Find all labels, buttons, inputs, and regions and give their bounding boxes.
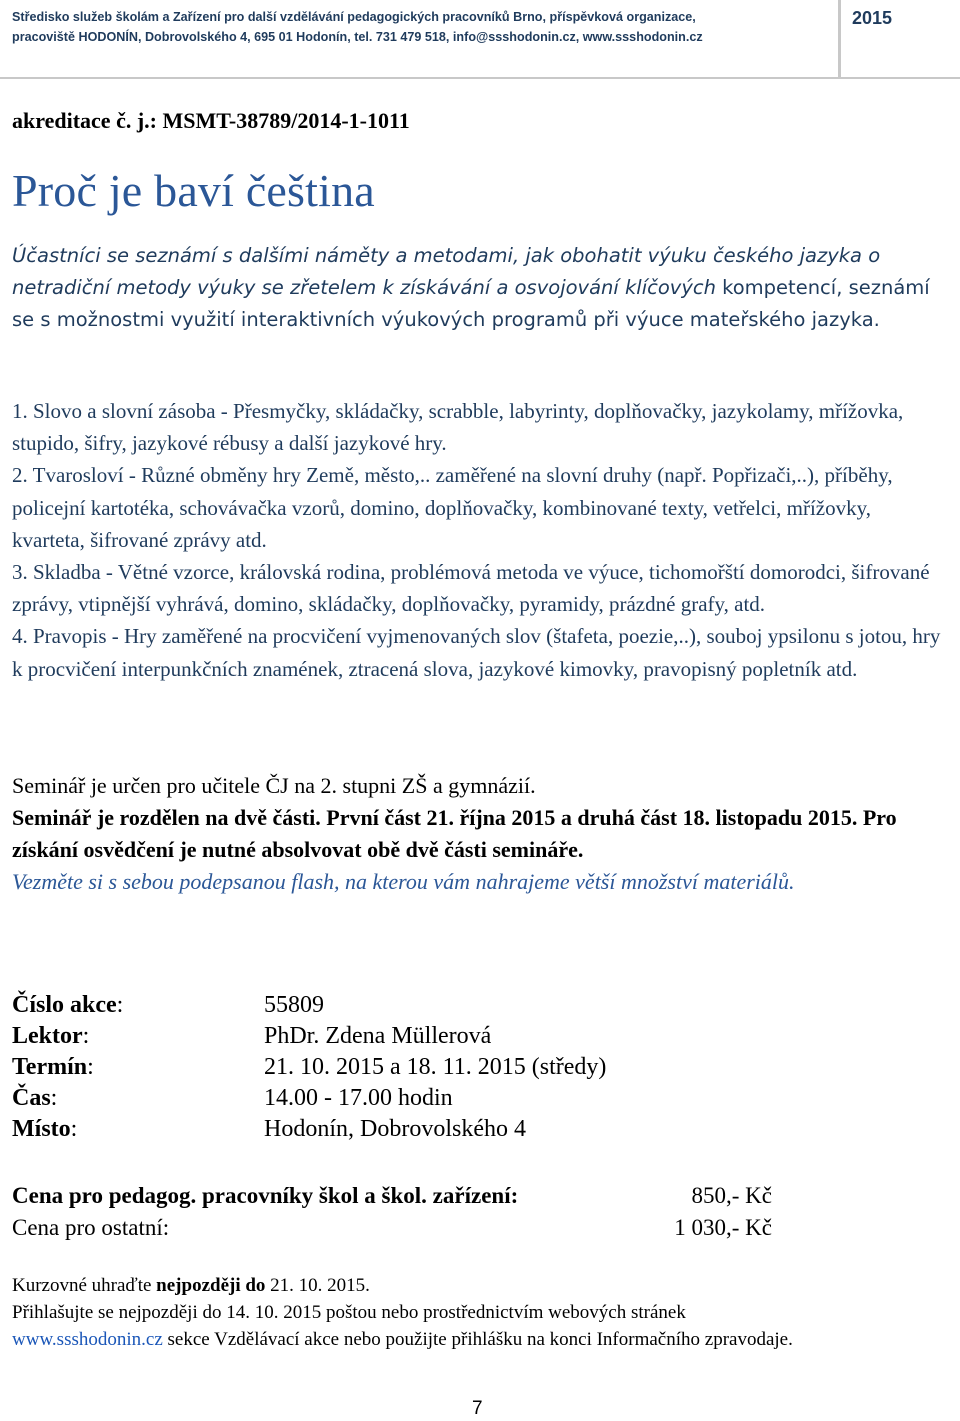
page-number: 7 bbox=[472, 1398, 483, 1419]
detail-value: 55809 bbox=[264, 992, 324, 1018]
seminar-note: Vezměte si s sebou podepsanou flash, na kterou vám nahrajeme větší množství materiálů. bbox=[12, 869, 795, 894]
detail-label: Místo bbox=[12, 1116, 71, 1142]
topic-item: 1. Slovo a slovní zásoba - Přesmyčky, skládačky, scrabble, labyrinty, doplňovačky, jazykolamy, mřížovka, stupido, šifry, jazykové rébusy a další jazykové hry. bbox=[12, 399, 904, 456]
page-header bbox=[0, 0, 960, 78]
organization-info bbox=[12, 7, 822, 47]
registration-method: www.ssshodonin.cz sekce Vzdělávací akce nebo použijte přihlášku na konci Informačního zpravodaje. bbox=[12, 1329, 793, 1350]
topic-item: 3. Skladba - Větné vzorce, královská rodina, problémová metoda ve výuce, tichomořští domorodci, šifrované zprávy, vtipnější vyhrává, domino, skládačky, doplňovačky, pyramidy, prázdné grafy, atd. bbox=[12, 560, 930, 617]
seminar-parts: Seminář je rozdělen na dvě části. První část 21. října 2015 a druhá část 18. listopadu 2015. Pro získání osvědčení je nutné absolvovat obě dvě části semináře. bbox=[12, 805, 897, 862]
website-link[interactable]: www.ssshodonin.cz bbox=[12, 1329, 163, 1350]
topic-list bbox=[12, 395, 947, 685]
header-year: 2015 bbox=[852, 8, 893, 28]
accreditation-number: akreditace č. j.: MSMT-38789/2014-1-1011 bbox=[12, 108, 410, 133]
header-divider-horizontal bbox=[0, 77, 960, 79]
detail-row: Lektor: PhDr. Zdena Müllerová bbox=[12, 1021, 606, 1052]
registration-deadline: Přihlašujte se nejpozději do 14. 10. 2015 poštou nebo prostřednictvím webových stránek bbox=[12, 1302, 686, 1323]
registration-info bbox=[12, 1272, 952, 1353]
event-details bbox=[12, 990, 606, 1145]
topic-item: 2. Tvarosloví - Různé obměny hry Země, město,.. zaměřené na slovní druhy (např. Popřizači,..), příběhy, policejní kartotéka, schovávačka vzorů, domino, doplňovačky, kombinované texty, vetřelci, mřížovky, kvarteta, šifrované zprávy atd. bbox=[12, 463, 893, 552]
detail-value: PhDr. Zdena Müllerová bbox=[264, 1023, 492, 1049]
payment-deadline: Kurzovné uhraďte nejpozději do 21. 10. 2015. bbox=[12, 1275, 370, 1296]
detail-row: Číslo akce: 55809 bbox=[12, 990, 606, 1021]
detail-value: 21. 10. 2015 a 18. 11. 2015 (středy) bbox=[264, 1054, 607, 1080]
description-part-2: kompetencí, seznámí se s možnostmi využití interaktivních výukových programů při výuce mateřského jazyka. bbox=[12, 276, 930, 331]
topic-item: 4. Pravopis - Hry zaměřené na procvičení vyjmenovaných slov (štafeta, poezie,..), souboj ypsilonu s jotou, hry k procvičení interpunkčních znamének, ztracená slova, jazykové kimovky, pravopisný popletník atd. bbox=[12, 624, 941, 681]
seminar-audience: Seminář je určen pro učitele ČJ na 2. stupni ZŠ a gymnázií. bbox=[12, 773, 536, 798]
detail-row: Místo: Hodonín, Dobrovolského 4 bbox=[12, 1114, 606, 1145]
detail-label: Číslo akce bbox=[12, 992, 117, 1018]
detail-label: Lektor bbox=[12, 1023, 83, 1049]
detail-row: Termín: 21. 10. 2015 a 18. 11. 2015 (středy) bbox=[12, 1052, 606, 1083]
seminar-info bbox=[12, 770, 942, 898]
detail-value: 14.00 - 17.00 hodin bbox=[264, 1085, 453, 1111]
detail-label: Termín bbox=[12, 1054, 88, 1080]
organization-contact: pracoviště HODONÍN, Dobrovolského 4, 695 01 Hodonín, tel. 731 479 518, info@ssshodonin.cz, www.ssshodonin.cz bbox=[12, 30, 703, 44]
detail-label: Čas bbox=[12, 1085, 51, 1111]
detail-value: Hodonín, Dobrovolského 4 bbox=[264, 1116, 526, 1142]
description-part-1: Účastníci se seznámí s dalšími náměty a metodami, jak obohatit výuku českého jazyka o netradiční metody výuky se zřetelem k získávání a osvojování klíčových bbox=[12, 244, 881, 299]
detail-row: Čas: 14.00 - 17.00 hodin bbox=[12, 1083, 606, 1114]
header-divider-vertical bbox=[838, 0, 841, 78]
organization-name: Středisko služeb školám a Zařízení pro další vzdělávání pedagogických pracovníků Brno, příspěvková organizace, bbox=[12, 10, 696, 24]
price-label: Cena pro pedagog. pracovníky škol a škol. zařízení: bbox=[12, 1183, 519, 1208]
price-value: 1 030,- Kč bbox=[674, 1215, 772, 1240]
price-label: Cena pro ostatní: bbox=[12, 1215, 170, 1240]
course-title: Proč je baví čeština bbox=[12, 165, 375, 216]
price-row-staff bbox=[12, 1180, 772, 1212]
price-row-other bbox=[12, 1212, 772, 1244]
price-info bbox=[12, 1180, 772, 1244]
price-value: 850,- Kč bbox=[691, 1183, 772, 1208]
course-description bbox=[12, 240, 942, 336]
